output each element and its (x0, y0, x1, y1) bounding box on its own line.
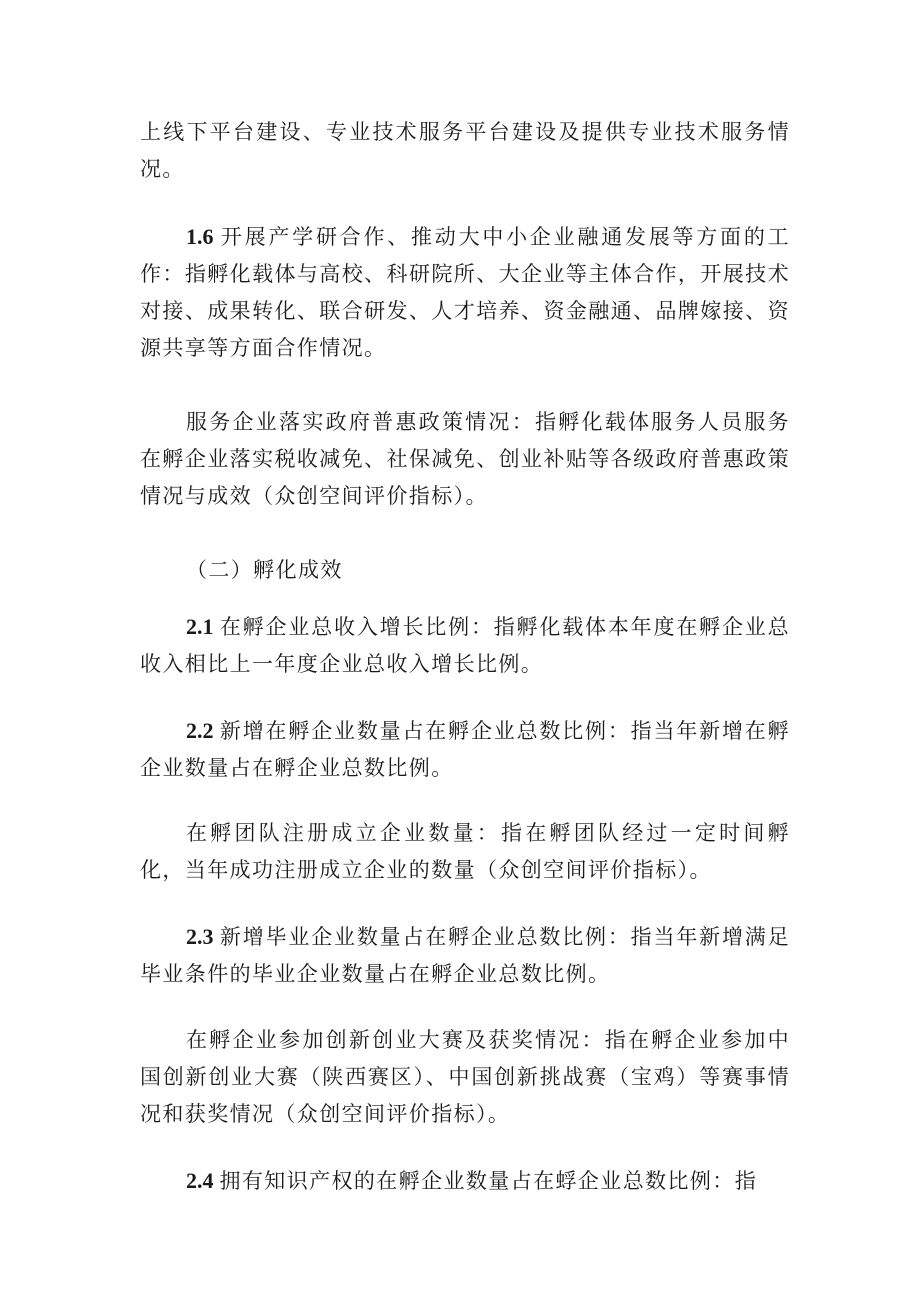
paragraph-2-3 (140, 918, 790, 993)
paragraph-text: 新增毕业企业数量占在孵企业总数比例：指当年新增满足毕业条件的毕业企业数量占在孵企业总数比例。 (140, 925, 790, 986)
section-number: 2.4 (186, 1168, 214, 1193)
paragraph-text: 上线下平台建设、专业技术服务平台建设及提供专业技术服务情况。 (140, 120, 790, 181)
section-number: 2.2 (186, 718, 214, 743)
paragraph-1-6 (140, 218, 790, 367)
paragraph-text: 开展产学研合作、推动大中小企业融通发展等方面的工作：指孵化载体与高校、科研院所、大企业等主体合作，开展技术对接、成果转化、联合研发、人才培养、资金融通、品牌嫁接、资源共享等方面合作情况。 (140, 225, 790, 360)
paragraph-text: 在孵企业总收入增长比例：指孵化载体本年度在孵企业总收入相比上一年度企业总收入增长比例。 (140, 615, 790, 676)
paragraph-text: 在孵企业参加创新创业大赛及获奖情况：指在孵企业参加中国创新创业大赛（陕西赛区）、中国创新挑战赛（宝鸡）等赛事情况和获奖情况（众创空间评价指标）。 (140, 1028, 790, 1126)
section-number: 2.1 (186, 614, 214, 639)
paragraph-team-registration (140, 815, 790, 889)
paragraph-2-4 (140, 1162, 790, 1200)
section-number: 2.3 (186, 924, 214, 949)
paragraph-2-1 (140, 608, 790, 683)
section-heading: （二）孵化成效 (186, 558, 343, 582)
paragraph-2-2 (140, 712, 790, 787)
paragraph-text: 在孵团队注册成立企业数量：指在孵团队经过一定时间孵化，当年成功注册成立企业的数量（众创空间评价指标）。 (140, 821, 790, 882)
paragraph-text: 拥有知识产权的在孵企业数量占在蜉企业总数比例：指 (219, 1169, 758, 1193)
paragraph-policy-service (140, 404, 790, 515)
paragraph-text: 服务企业落实政府普惠政策情况：指孵化载体服务人员服务在孵企业落实税收减免、社保减免、创业补贴等各级政府普惠政策情况与成效（众创空间评价指标）。 (140, 410, 790, 508)
paragraph-continued (140, 114, 790, 188)
paragraph-text: 新增在孵企业数量占在孵企业总数比例：指当年新增在孵企业数量占在孵企业总数比例。 (140, 719, 790, 780)
paragraph-competition (140, 1022, 790, 1133)
section-number: 1.6 (186, 224, 214, 249)
